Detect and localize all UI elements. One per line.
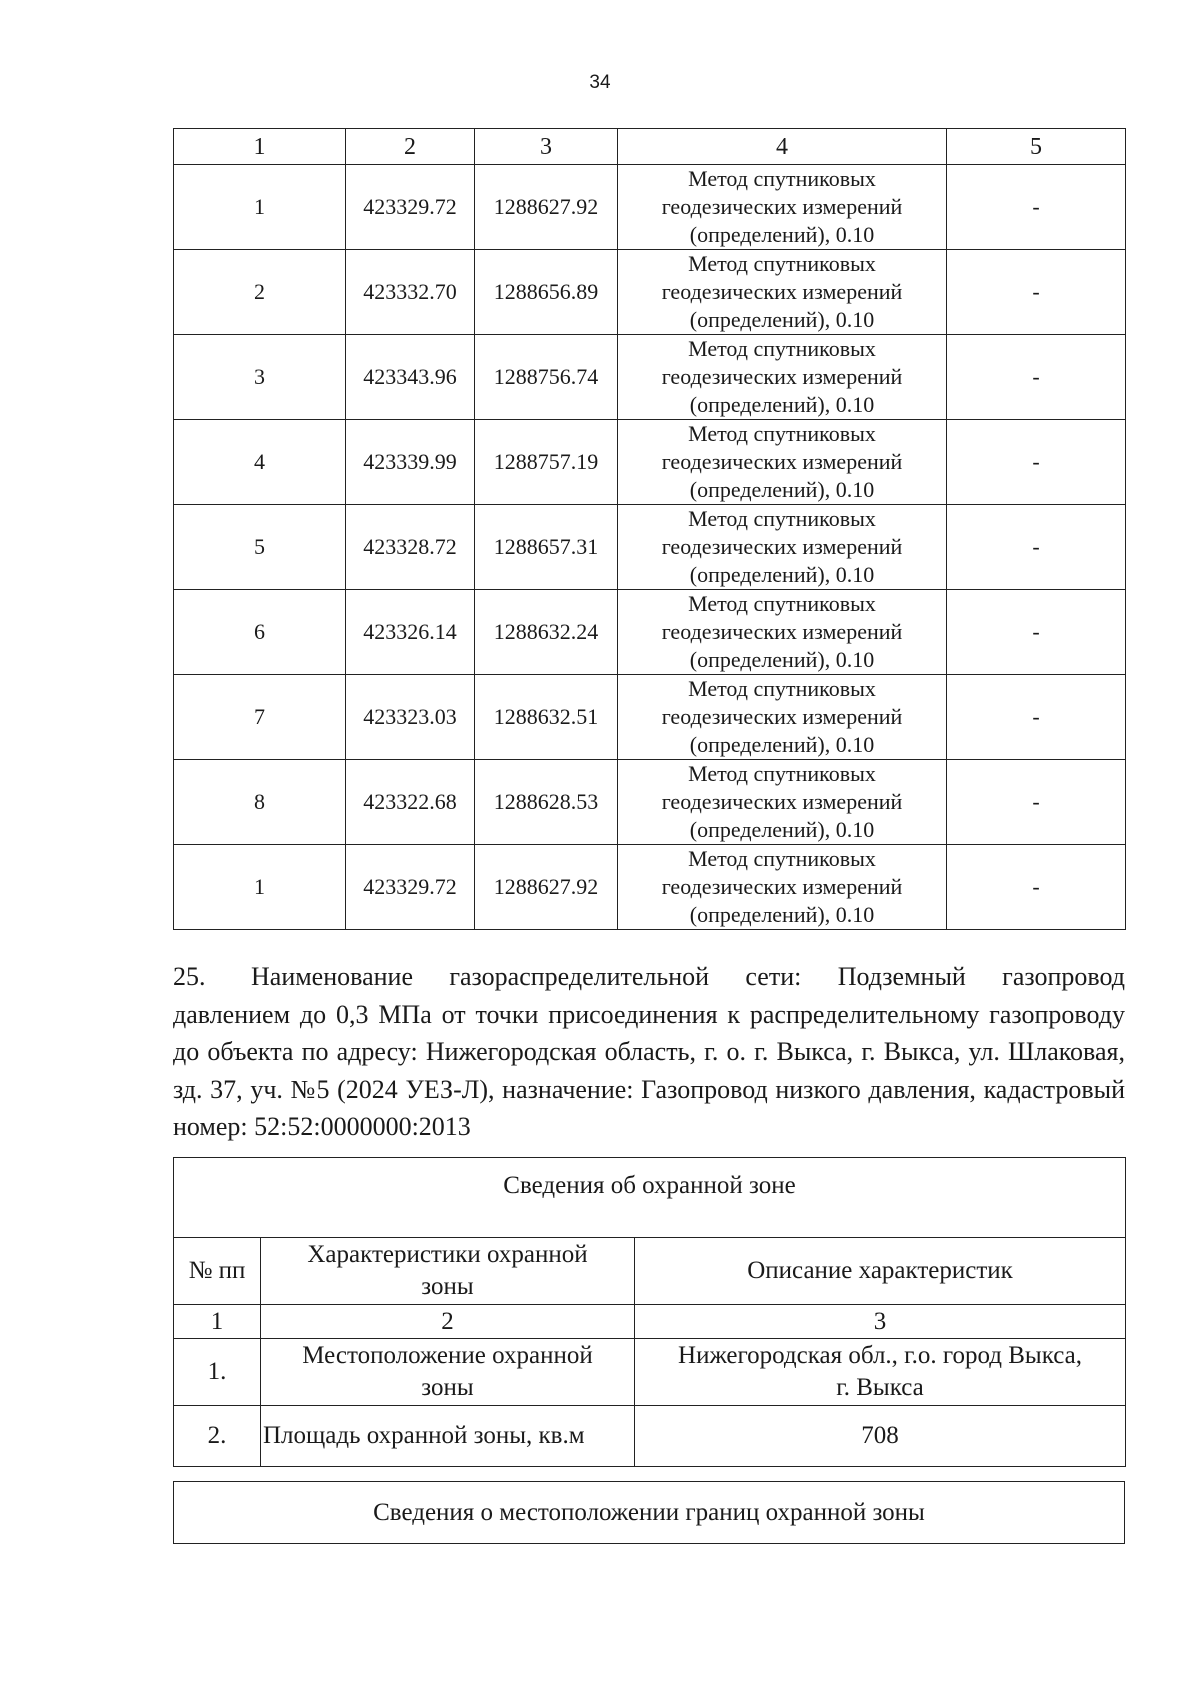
x-coordinate-cell: 423323.03 <box>346 675 475 760</box>
method-line-3: (определений), 0.10 <box>689 817 875 842</box>
note-cell: - <box>947 845 1126 930</box>
method-line-2: геодезических измерений <box>661 279 903 304</box>
column-number-3: 3 <box>475 129 618 165</box>
x-coordinate-cell: 423343.96 <box>346 335 475 420</box>
method-cell <box>618 590 947 675</box>
zone-header-characteristics <box>261 1238 635 1305</box>
x-coordinate-cell: 423322.68 <box>346 760 475 845</box>
method-line-2: геодезических измерений <box>661 789 903 814</box>
zone-column-number-3: 3 <box>635 1305 1126 1339</box>
method-line-3: (определений), 0.10 <box>689 647 875 672</box>
method-line-2: геодезических измерений <box>661 534 903 559</box>
protection-zone-table <box>173 1157 1126 1467</box>
y-coordinate-cell: 1288627.92 <box>475 845 618 930</box>
method-line-1: Метод спутниковых <box>688 591 876 616</box>
zone-row-description-line1: Нижегородская обл., г.о. город Выкса, <box>678 1342 1082 1369</box>
method-line-1: Метод спутниковых <box>688 251 876 276</box>
note-cell: - <box>947 420 1126 505</box>
section-text: Наименование газораспределительной сети: Подземный газопровод давлением до 0,3 МПа от точки присоединения к распределительному газопроводу до объекта по адресу: Нижегородская область, г. о. г. Выкса, г. Выкса, ул. Шлаковая, зд. 37, уч. №5 (2024 УЕЗ-Л), назначение: Газопровод низкого давления, кадастровый номер: 52:52:0000000:2013 <box>173 962 1125 1141</box>
column-number-2: 2 <box>346 129 475 165</box>
method-line-2: геодезических измерений <box>661 874 903 899</box>
method-line-3: (определений), 0.10 <box>689 392 875 417</box>
method-line-3: (определений), 0.10 <box>689 477 875 502</box>
point-number-cell: 6 <box>174 590 346 675</box>
method-line-1: Метод спутниковых <box>688 336 876 361</box>
zone-row-characteristic <box>261 1339 635 1406</box>
boundaries-section-title: Сведения о местоположении границ охранной зоны <box>173 1481 1125 1544</box>
page-number: 34 <box>589 72 611 93</box>
method-line-2: геодезических измерений <box>661 364 903 389</box>
note-cell: - <box>947 675 1126 760</box>
zone-row-description <box>635 1339 1126 1406</box>
method-line-2: геодезических измерений <box>661 194 903 219</box>
method-line-1: Метод спутниковых <box>688 846 876 871</box>
coordinates-table <box>173 128 1126 930</box>
coordinates-header-row <box>174 129 1126 165</box>
note-cell: - <box>947 335 1126 420</box>
column-number-4: 4 <box>618 129 947 165</box>
method-line-1: Метод спутниковых <box>688 166 876 191</box>
method-line-1: Метод спутниковых <box>688 421 876 446</box>
method-cell <box>618 675 947 760</box>
coordinate-row <box>174 250 1126 335</box>
zone-row-number: 2. <box>174 1406 261 1467</box>
method-line-2: геодезических измерений <box>661 619 903 644</box>
section-number: 25. <box>173 962 206 991</box>
y-coordinate-cell: 1288632.51 <box>475 675 618 760</box>
x-coordinate-cell: 423339.99 <box>346 420 475 505</box>
point-number-cell: 4 <box>174 420 346 505</box>
note-cell: - <box>947 590 1126 675</box>
method-cell <box>618 505 947 590</box>
note-cell: - <box>947 250 1126 335</box>
method-cell <box>618 250 947 335</box>
section-25-paragraph <box>173 958 1125 1146</box>
method-line-2: геодезических измерений <box>661 449 903 474</box>
y-coordinate-cell: 1288656.89 <box>475 250 618 335</box>
y-coordinate-cell: 1288627.92 <box>475 165 618 250</box>
coordinate-row <box>174 335 1126 420</box>
coordinate-row <box>174 675 1126 760</box>
zone-header-number: № пп <box>174 1238 261 1305</box>
point-number-cell: 7 <box>174 675 346 760</box>
point-number-cell: 8 <box>174 760 346 845</box>
column-number-1: 1 <box>174 129 346 165</box>
x-coordinate-cell: 423332.70 <box>346 250 475 335</box>
zone-row-area <box>174 1406 1126 1467</box>
zone-column-number-2: 2 <box>261 1305 635 1339</box>
x-coordinate-cell: 423329.72 <box>346 165 475 250</box>
method-line-1: Метод спутниковых <box>688 506 876 531</box>
note-cell: - <box>947 165 1126 250</box>
zone-row-characteristic-line2: зоны <box>421 1374 474 1401</box>
y-coordinate-cell: 1288628.53 <box>475 760 618 845</box>
zone-header-characteristics-line2: зоны <box>421 1273 474 1300</box>
method-line-3: (определений), 0.10 <box>689 222 875 247</box>
method-line-3: (определений), 0.10 <box>689 732 875 757</box>
x-coordinate-cell: 423329.72 <box>346 845 475 930</box>
point-number-cell: 3 <box>174 335 346 420</box>
method-line-3: (определений), 0.10 <box>689 562 875 587</box>
note-cell: - <box>947 505 1126 590</box>
zone-table-title: Сведения об охранной зоне <box>174 1158 1126 1238</box>
coordinate-row <box>174 165 1126 250</box>
point-number-cell: 2 <box>174 250 346 335</box>
zone-header-description: Описание характеристик <box>635 1238 1126 1305</box>
coordinate-row <box>174 760 1126 845</box>
method-cell <box>618 845 947 930</box>
method-line-2: геодезических измерений <box>661 704 903 729</box>
x-coordinate-cell: 423328.72 <box>346 505 475 590</box>
column-number-5: 5 <box>947 129 1126 165</box>
zone-row-description-line2: г. Выкса <box>836 1374 924 1401</box>
point-number-cell: 1 <box>174 845 346 930</box>
method-line-1: Метод спутниковых <box>688 761 876 786</box>
zone-row-location <box>174 1339 1126 1406</box>
method-line-1: Метод спутниковых <box>688 676 876 701</box>
point-number-cell: 1 <box>174 165 346 250</box>
point-number-cell: 5 <box>174 505 346 590</box>
x-coordinate-cell: 423326.14 <box>346 590 475 675</box>
zone-row-number: 1. <box>174 1339 261 1406</box>
coordinate-row <box>174 845 1126 930</box>
zone-row-characteristic-line1: Местоположение охранной <box>302 1342 593 1369</box>
note-cell: - <box>947 760 1126 845</box>
zone-row-description: 708 <box>635 1406 1126 1467</box>
method-line-3: (определений), 0.10 <box>689 307 875 332</box>
method-cell <box>618 420 947 505</box>
coordinate-row <box>174 590 1126 675</box>
y-coordinate-cell: 1288632.24 <box>475 590 618 675</box>
y-coordinate-cell: 1288757.19 <box>475 420 618 505</box>
method-line-3: (определений), 0.10 <box>689 902 875 927</box>
method-cell <box>618 165 947 250</box>
zone-header-characteristics-line1: Характеристики охранной <box>307 1241 588 1268</box>
method-cell <box>618 760 947 845</box>
zone-column-number-1: 1 <box>174 1305 261 1339</box>
y-coordinate-cell: 1288756.74 <box>475 335 618 420</box>
y-coordinate-cell: 1288657.31 <box>475 505 618 590</box>
coordinate-row <box>174 420 1126 505</box>
coordinate-row <box>174 505 1126 590</box>
method-cell <box>618 335 947 420</box>
zone-row-characteristic: Площадь охранной зоны, кв.м <box>261 1406 635 1467</box>
